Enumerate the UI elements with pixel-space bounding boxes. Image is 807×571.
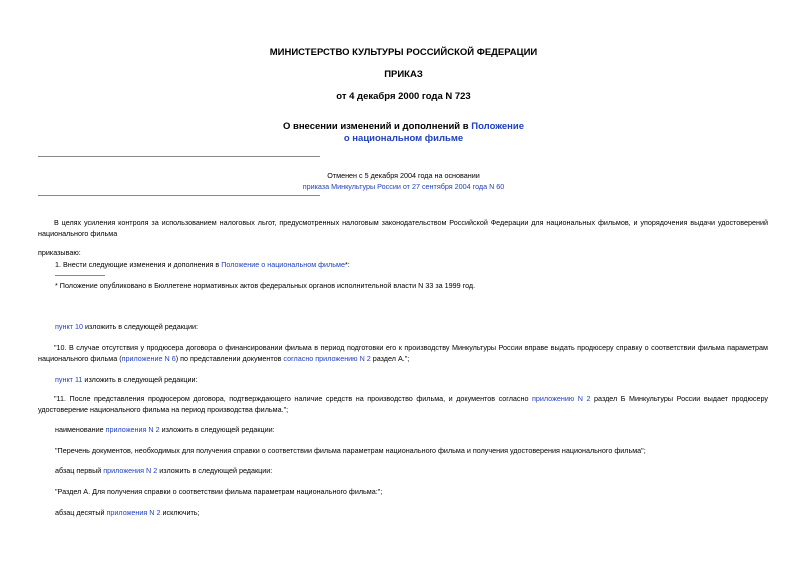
divider-top	[38, 156, 320, 157]
quote-10-text-b: ) по представлении документов	[175, 353, 284, 363]
footnote: * Положение опубликовано в Бюллетене нормативных актов федеральных органов исполнительной власти N 33 за 1999 год.	[55, 281, 476, 290]
revocation-link[interactable]: приказа Минкультуры России от 27 сентября 2004 года N 60	[302, 182, 505, 191]
name-link-appendix2[interactable]: приложения N 2	[105, 425, 160, 434]
name-text-a: наименование	[55, 425, 106, 434]
abzac-10-text-a: абзац десятый	[55, 508, 107, 517]
ministry-heading: МИНИСТЕРСТВО КУЛЬТУРЫ РОССИЙСКОЙ ФЕДЕРАЦИИ	[269, 47, 538, 58]
punkt-10-line	[55, 322, 198, 332]
quote-10-link-appendix2[interactable]: согласно приложению N 2	[283, 353, 371, 363]
quote-10	[38, 343, 768, 364]
abzac-10-text-b: исключить;	[160, 508, 200, 517]
abzac-10-line	[55, 508, 200, 518]
item-1-end: *:	[344, 260, 350, 269]
title-link-national-film[interactable]: о национальном фильме	[343, 133, 464, 144]
quote-11-link-appendix2[interactable]: приложению N 2	[532, 394, 591, 403]
punkt-11-line	[55, 375, 198, 385]
list-quote: "Перечень документов, необходимых для получения справки о соответствии фильма параметрам национального фильма и получения удостоверения национального фильма";	[55, 446, 646, 455]
date-number-heading: от 4 декабря 2000 года N 723	[336, 91, 471, 102]
quote-11	[38, 394, 768, 415]
quote-10-text-c: раздел А.";	[370, 353, 410, 363]
abzac-1-line	[55, 466, 272, 476]
abzac-1-text-a: абзац первый	[55, 466, 104, 475]
abzac-10-link-appendix2[interactable]: приложения N 2	[106, 508, 161, 517]
divider-bottom	[38, 195, 320, 196]
quote-10-text-a: "10. В случае отсутствия у продюсера договора о финансировании фильма в период подготовки его к производству Минкультуры России вправе выдать продюсеру справку о соответствии фильма параметрам национального фильма (	[38, 343, 768, 363]
item-1-link[interactable]: Положение о национальном фильме	[221, 260, 345, 269]
footnote-rule	[55, 275, 105, 276]
name-text-b: изложить в следующей редакции:	[159, 425, 275, 434]
intro-paragraph: В целях усиления контроля за использованием налоговых льгот, предусмотренных налоговым законодательством Российской Федерации для национальных фильмов, и упорядочения выдачи удостоверений национального фильма	[38, 218, 768, 238]
section-a-quote: "Раздел А. Для получения справки о соответствии фильма параметрам национального фильма:";	[55, 487, 383, 496]
revocation-note	[0, 170, 807, 192]
item-1-text: 1. Внести следующие изменения и дополнения в	[55, 260, 222, 269]
abzac-1-text-b: изложить в следующей редакции:	[157, 466, 273, 475]
document-title	[0, 121, 807, 145]
orders-line: приказываю:	[38, 248, 81, 257]
title-text: О внесении изменений и дополнений в	[282, 121, 472, 132]
quote-10-link-appendix6[interactable]: приложение N 6	[121, 353, 176, 363]
punkt-11-text: изложить в следующей редакции:	[82, 375, 198, 384]
item-1	[55, 260, 350, 270]
title-link-polozhenie[interactable]: Положение	[471, 121, 525, 132]
quote-11-text-a: "11. После представления продюсером договора, подтверждающего наличие средств на производство фильма, и документов согласно	[54, 394, 532, 403]
punkt-11-link[interactable]: пункт 11	[55, 375, 83, 384]
abzac-1-link-appendix2[interactable]: приложения N 2	[103, 466, 158, 475]
name-line	[55, 425, 275, 435]
punkt-10-link[interactable]: пункт 10	[55, 322, 83, 331]
punkt-10-text: изложить в следующей редакции:	[82, 322, 199, 331]
quote-11-text-b: раздел Б Минкультуры России выдает продюсеру удостоверение национального фильма на период производства фильма.";	[38, 394, 768, 414]
doc-type-heading: ПРИКАЗ	[384, 69, 423, 80]
revocation-text: Отменен с 5 декабря 2004 года на основании	[327, 171, 480, 180]
